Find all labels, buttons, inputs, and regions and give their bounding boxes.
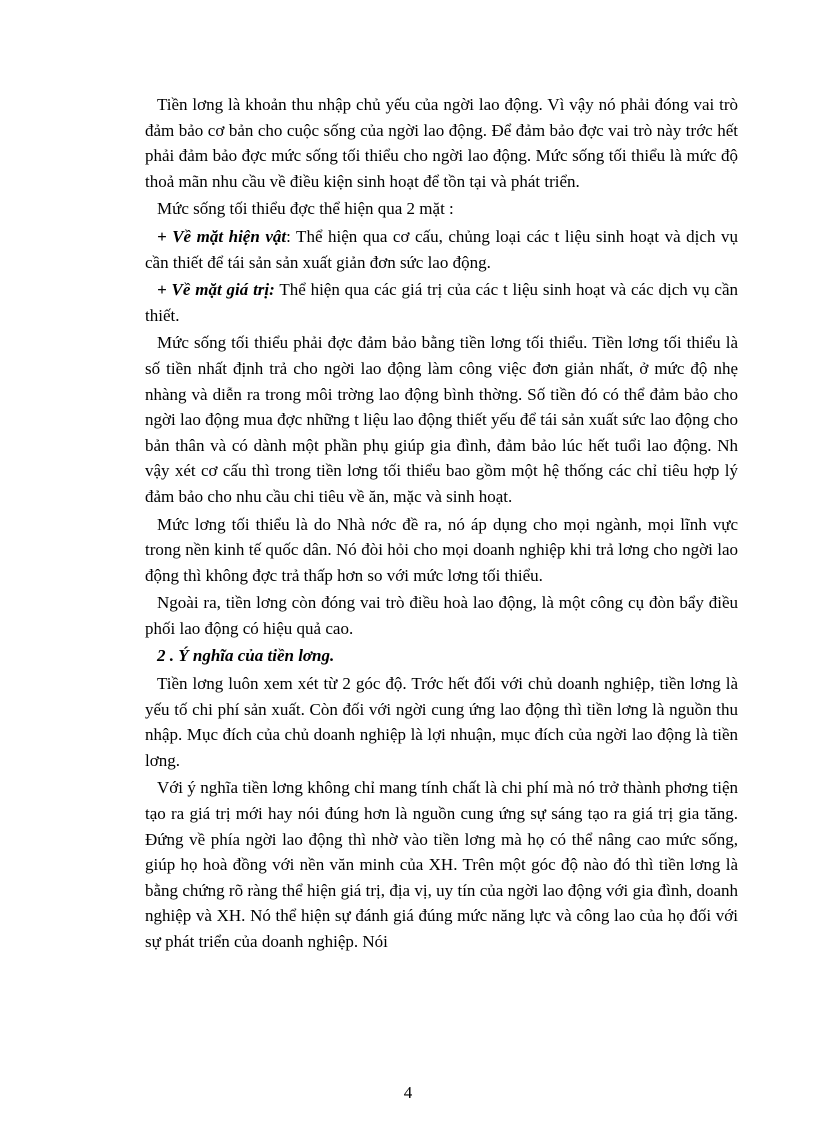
paragraph-3: + Về mặt hiện vật: Thể hiện qua cơ cấu, chủng loại các t liệu sinh hoạt và dịch vụ cần thiết để tái sản sản xuất giản đơn sức lao động.	[145, 226, 738, 272]
page-number: 4	[403, 1083, 413, 1102]
subheading-hien-vat: + Về mặt hiện vật	[157, 226, 287, 246]
subheading-gia-tri: + Về mặt giá trị:	[157, 280, 275, 300]
paragraph-6: Mức lơng tối thiểu là do Nhà nớc đề ra, nó áp dụng cho mọi ngành, mọi lĩnh vực trong nền kinh tế quốc dân. Nó đòi hỏi cho mọi doanh nghiệp khi trả lơng cho ngời lao động thì không đợc trả thấp hơn so với mức lơng tối thiểu.	[145, 514, 738, 585]
paragraph-5: Mức sống tối thiểu phải đợc đảm bảo bằng tiền lơng tối thiểu. Tiền lơng tối thiểu là số tiền nhất định trả cho ngời lao động làm công việc đơn giản nhất, ở mức độ nhẹ nhàng và diễn ra trong môi trờng lao động bình thờng. Số tiền đó có thể đảm bảo cho ngời lao động mua đợc những t liệu lao động thiết yếu để tái sản xuất sức lao động cho bản thân và có dành một phần phụ giúp gia đình, đảm bảo lúc hết tuổi lao động. Nh vậy xét cơ cấu thì trong tiền lơng tối thiểu bao gồm một hệ thống các chỉ tiêu hợp lý đảm bảo cho nhu cầu chi tiêu về ăn, mặc và sinh hoạt.	[145, 333, 738, 506]
paragraph-1: Tiền lơng là khoản thu nhập chủ yếu của ngời lao động. Vì vậy nó phải đóng vai trò đảm bảo cơ bản cho cuộc sống của ngời lao động. Để đảm bảo đợc vai trò này trớc hết phải đảm bảo đợc mức sống tối thiểu cho ngời lao động. Mức sống tối thiểu là mức độ thoả mãn nhu cầu về điều kiện sinh hoạt để tồn tại và phát triển.	[145, 95, 738, 191]
paragraph-2: Mức sống tối thiểu đợc thể hiện qua 2 mặt :	[157, 199, 454, 219]
paragraph-9: Tiền lơng luôn xem xét từ 2 góc độ. Trớc hết đối với chủ doanh nghiệp, tiền lơng là yếu tố chi phí sản xuất. Còn đối với ngời cung ứng lao động thì tiền lơng là nguồn thu nhập. Mục đích của chủ doanh nghiệp là lợi nhuận, mục đích của ngời lao động là tiền lơng.	[145, 674, 738, 770]
paragraph-4: + Về mặt giá trị: Thể hiện qua các giá trị của các t liệu sinh hoạt và các dịch vụ cần thiết.	[145, 280, 738, 325]
paragraph-7: Ngoài ra, tiền lơng còn đóng vai trò điều hoà lao động, là một công cụ đòn bẩy điều phối lao động có hiệu quả cao.	[145, 593, 738, 638]
section-heading: 2 . Ý nghĩa của tiền lơng.	[157, 646, 335, 666]
paragraph-10: Với ý nghĩa tiền lơng không chỉ mang tính chất là chi phí mà nó trở thành phơng tiện tạo ra giá trị mới hay nói đúng hơn là nguồn cung ứng sự sáng tạo ra giá trị gia tăng. Đứng về phía ngời lao động thì nhờ vào tiền lơng mà họ có thể nâng cao mức sống, giúp họ hoà đồng với nền văn minh của XH. Trên một góc độ nào đó thì tiền lơng là bằng chứng rõ ràng thể hiện giá trị, địa vị, uy tín của ngời lao động với gia đình, doanh nghiệp và XH. Nó thể hiện sự đánh giá đúng mức năng lực và công lao của họ đối với sự phát triển của doanh nghiệp. Nói	[145, 778, 738, 951]
body-text	[145, 92, 738, 955]
